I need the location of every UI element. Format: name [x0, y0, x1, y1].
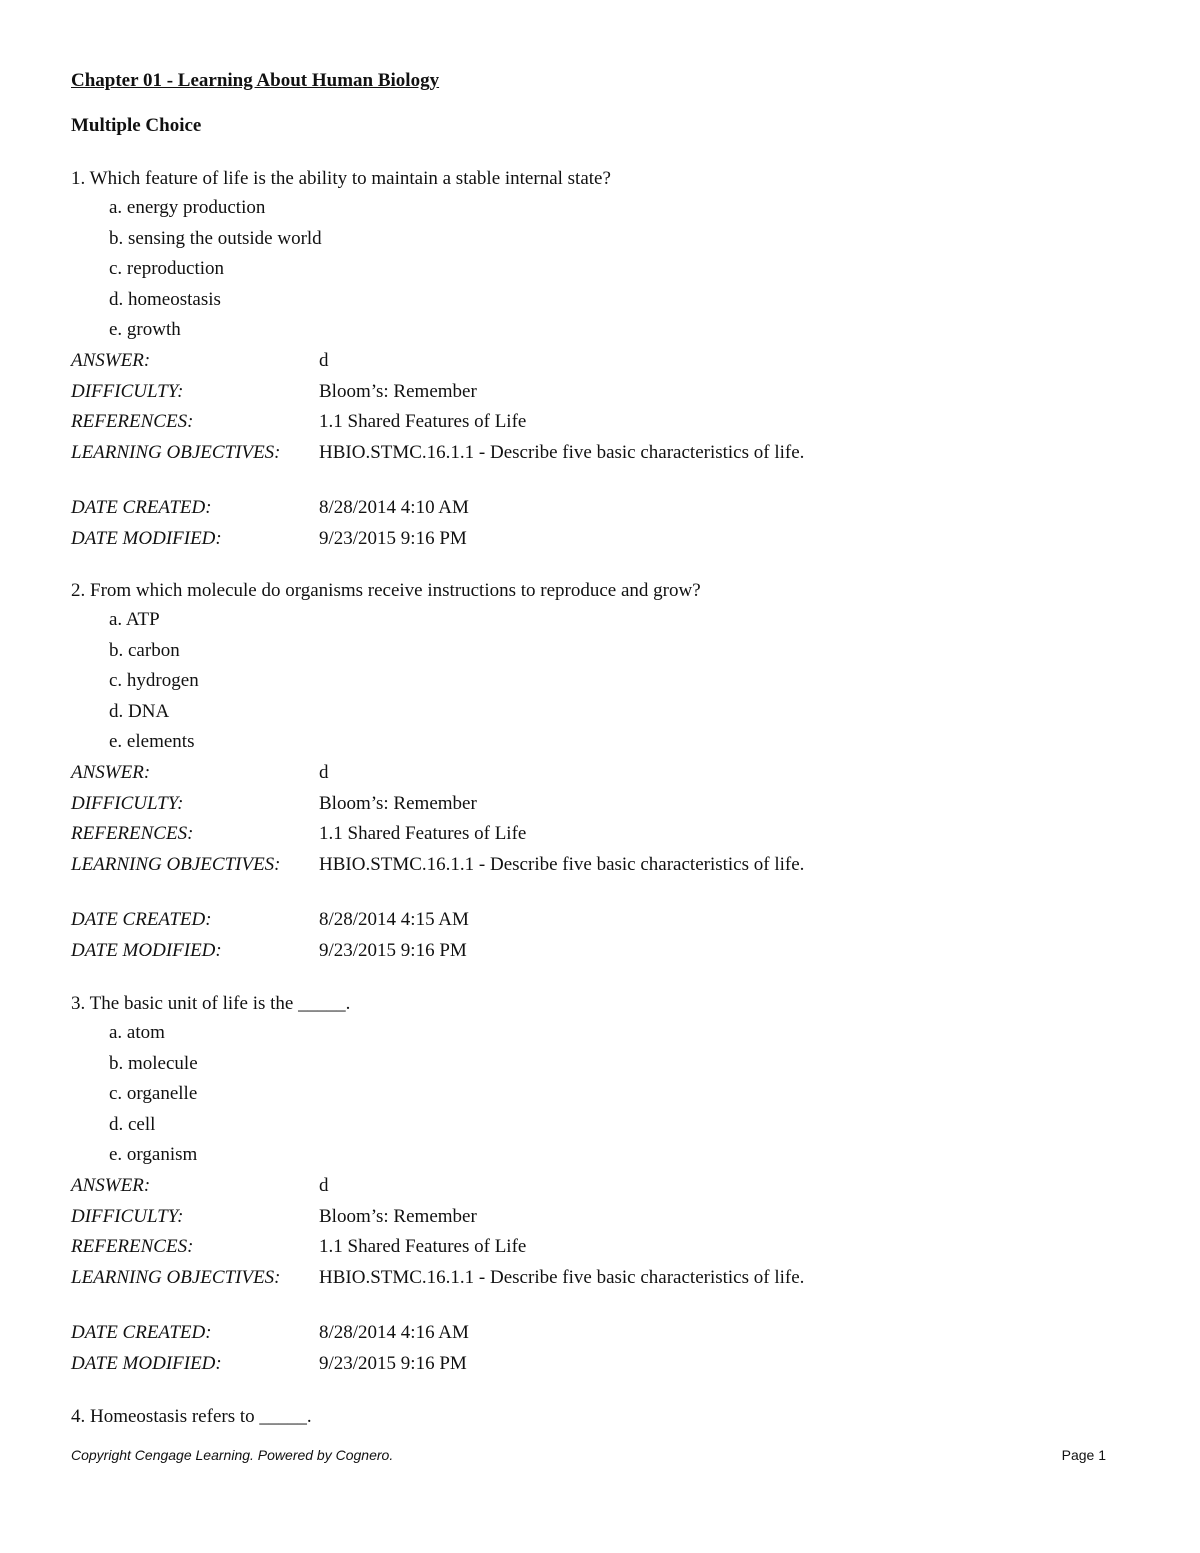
date-modified-row	[71, 1349, 871, 1380]
date-modified-value: 9/23/2015 9:16 PM	[319, 527, 467, 549]
question-block	[71, 165, 871, 555]
answer-label: ANSWER:	[71, 761, 151, 783]
learning-objectives-row	[71, 438, 871, 494]
answer-option: a. energy production	[109, 197, 266, 218]
page-footer	[71, 1447, 1106, 1467]
references-value: 1.1 Shared Features of Life	[319, 1236, 527, 1258]
learning-objectives-value: HBIO.STMC.16.1.1 - Describe five basic characteristics of life.	[319, 441, 805, 463]
references-label: REFERENCES:	[71, 823, 194, 845]
answer-option: d. homeostasis	[109, 288, 221, 310]
answer-option: b. carbon	[109, 639, 180, 661]
references-row	[71, 407, 871, 438]
date-modified-label: DATE MODIFIED:	[71, 1352, 222, 1374]
answer-option: d. cell	[109, 1113, 156, 1135]
difficulty-row	[71, 377, 871, 408]
answer-option: e. organism	[109, 1144, 198, 1166]
learning-objectives-value: HBIO.STMC.16.1.1 - Describe five basic characteristics of life.	[319, 1266, 805, 1288]
answer-option: b. sensing the outside world	[109, 227, 322, 249]
references-value: 1.1 Shared Features of Life	[319, 411, 527, 433]
answer-option: d. DNA	[109, 700, 170, 722]
answer-value: d	[319, 761, 329, 783]
references-row	[71, 1232, 871, 1263]
difficulty-value: Bloom’s: Remember	[319, 792, 477, 814]
answer-option: a. ATP	[109, 609, 160, 630]
references-value: 1.1 Shared Features of Life	[319, 823, 527, 845]
date-created-row	[71, 493, 871, 524]
answer-value: d	[319, 1174, 329, 1196]
date-created-label: DATE CREATED:	[71, 497, 212, 519]
difficulty-row	[71, 789, 871, 820]
learning-objectives-row	[71, 850, 871, 906]
date-created-row	[71, 1318, 871, 1349]
answer-row	[71, 346, 871, 377]
question-stem: 3. The basic unit of life is the _____.	[71, 993, 351, 1014]
learning-objectives-label: LEARNING OBJECTIVES:	[71, 441, 281, 463]
answer-option: e. growth	[109, 319, 181, 341]
difficulty-value: Bloom’s: Remember	[319, 380, 477, 402]
page-title: Chapter 01 - Learning About Human Biology	[71, 70, 440, 91]
references-row	[71, 819, 871, 850]
question-block	[71, 990, 871, 1380]
answer-option: c. reproduction	[109, 258, 225, 280]
answer-row	[71, 758, 871, 789]
answer-option: c. hydrogen	[109, 670, 199, 692]
references-label: REFERENCES:	[71, 1236, 194, 1258]
date-modified-label: DATE MODIFIED:	[71, 527, 222, 549]
answer-row	[71, 1171, 871, 1202]
learning-objectives-label: LEARNING OBJECTIVES:	[71, 853, 281, 875]
question-stem: 2. From which molecule do organisms receive instructions to reproduce and grow?	[71, 580, 701, 601]
question-stem: 4. Homeostasis refers to _____.	[71, 1406, 312, 1427]
date-modified-value: 9/23/2015 9:16 PM	[319, 1352, 467, 1374]
date-modified-value: 9/23/2015 9:16 PM	[319, 939, 467, 961]
date-created-value: 8/28/2014 4:10 AM	[319, 497, 469, 519]
copyright-notice: Copyright Cengage Learning. Powered by Cognero.	[71, 1447, 394, 1463]
date-created-value: 8/28/2014 4:15 AM	[319, 909, 469, 931]
difficulty-label: DIFFICULTY:	[71, 792, 184, 814]
learning-objectives-value: HBIO.STMC.16.1.1 - Describe five basic characteristics of life.	[319, 853, 805, 875]
date-created-row	[71, 905, 871, 936]
section-heading: Multiple Choice	[71, 115, 202, 136]
answer-option: e. elements	[109, 731, 195, 753]
answer-option: b. molecule	[109, 1052, 198, 1074]
question-stem: 1. Which feature of life is the ability to maintain a stable internal state?	[71, 168, 611, 189]
learning-objectives-row	[71, 1263, 871, 1319]
page-number: Page 1	[1061, 1447, 1106, 1463]
date-modified-row	[71, 524, 871, 555]
answer-option: c. organelle	[109, 1083, 198, 1105]
date-modified-label: DATE MODIFIED:	[71, 939, 222, 961]
answer-label: ANSWER:	[71, 1174, 151, 1196]
references-label: REFERENCES:	[71, 411, 194, 433]
learning-objectives-label: LEARNING OBJECTIVES:	[71, 1266, 281, 1288]
date-created-value: 8/28/2014 4:16 AM	[319, 1322, 469, 1344]
answer-value: d	[319, 349, 329, 371]
difficulty-label: DIFFICULTY:	[71, 380, 184, 402]
difficulty-label: DIFFICULTY:	[71, 1205, 184, 1227]
difficulty-row	[71, 1202, 871, 1233]
question-block	[71, 1403, 871, 1431]
answer-label: ANSWER:	[71, 349, 151, 371]
answer-option: a. atom	[109, 1022, 165, 1043]
difficulty-value: Bloom’s: Remember	[319, 1205, 477, 1227]
question-block	[71, 577, 871, 967]
date-created-label: DATE CREATED:	[71, 909, 212, 931]
date-created-label: DATE CREATED:	[71, 1322, 212, 1344]
date-modified-row	[71, 936, 871, 967]
